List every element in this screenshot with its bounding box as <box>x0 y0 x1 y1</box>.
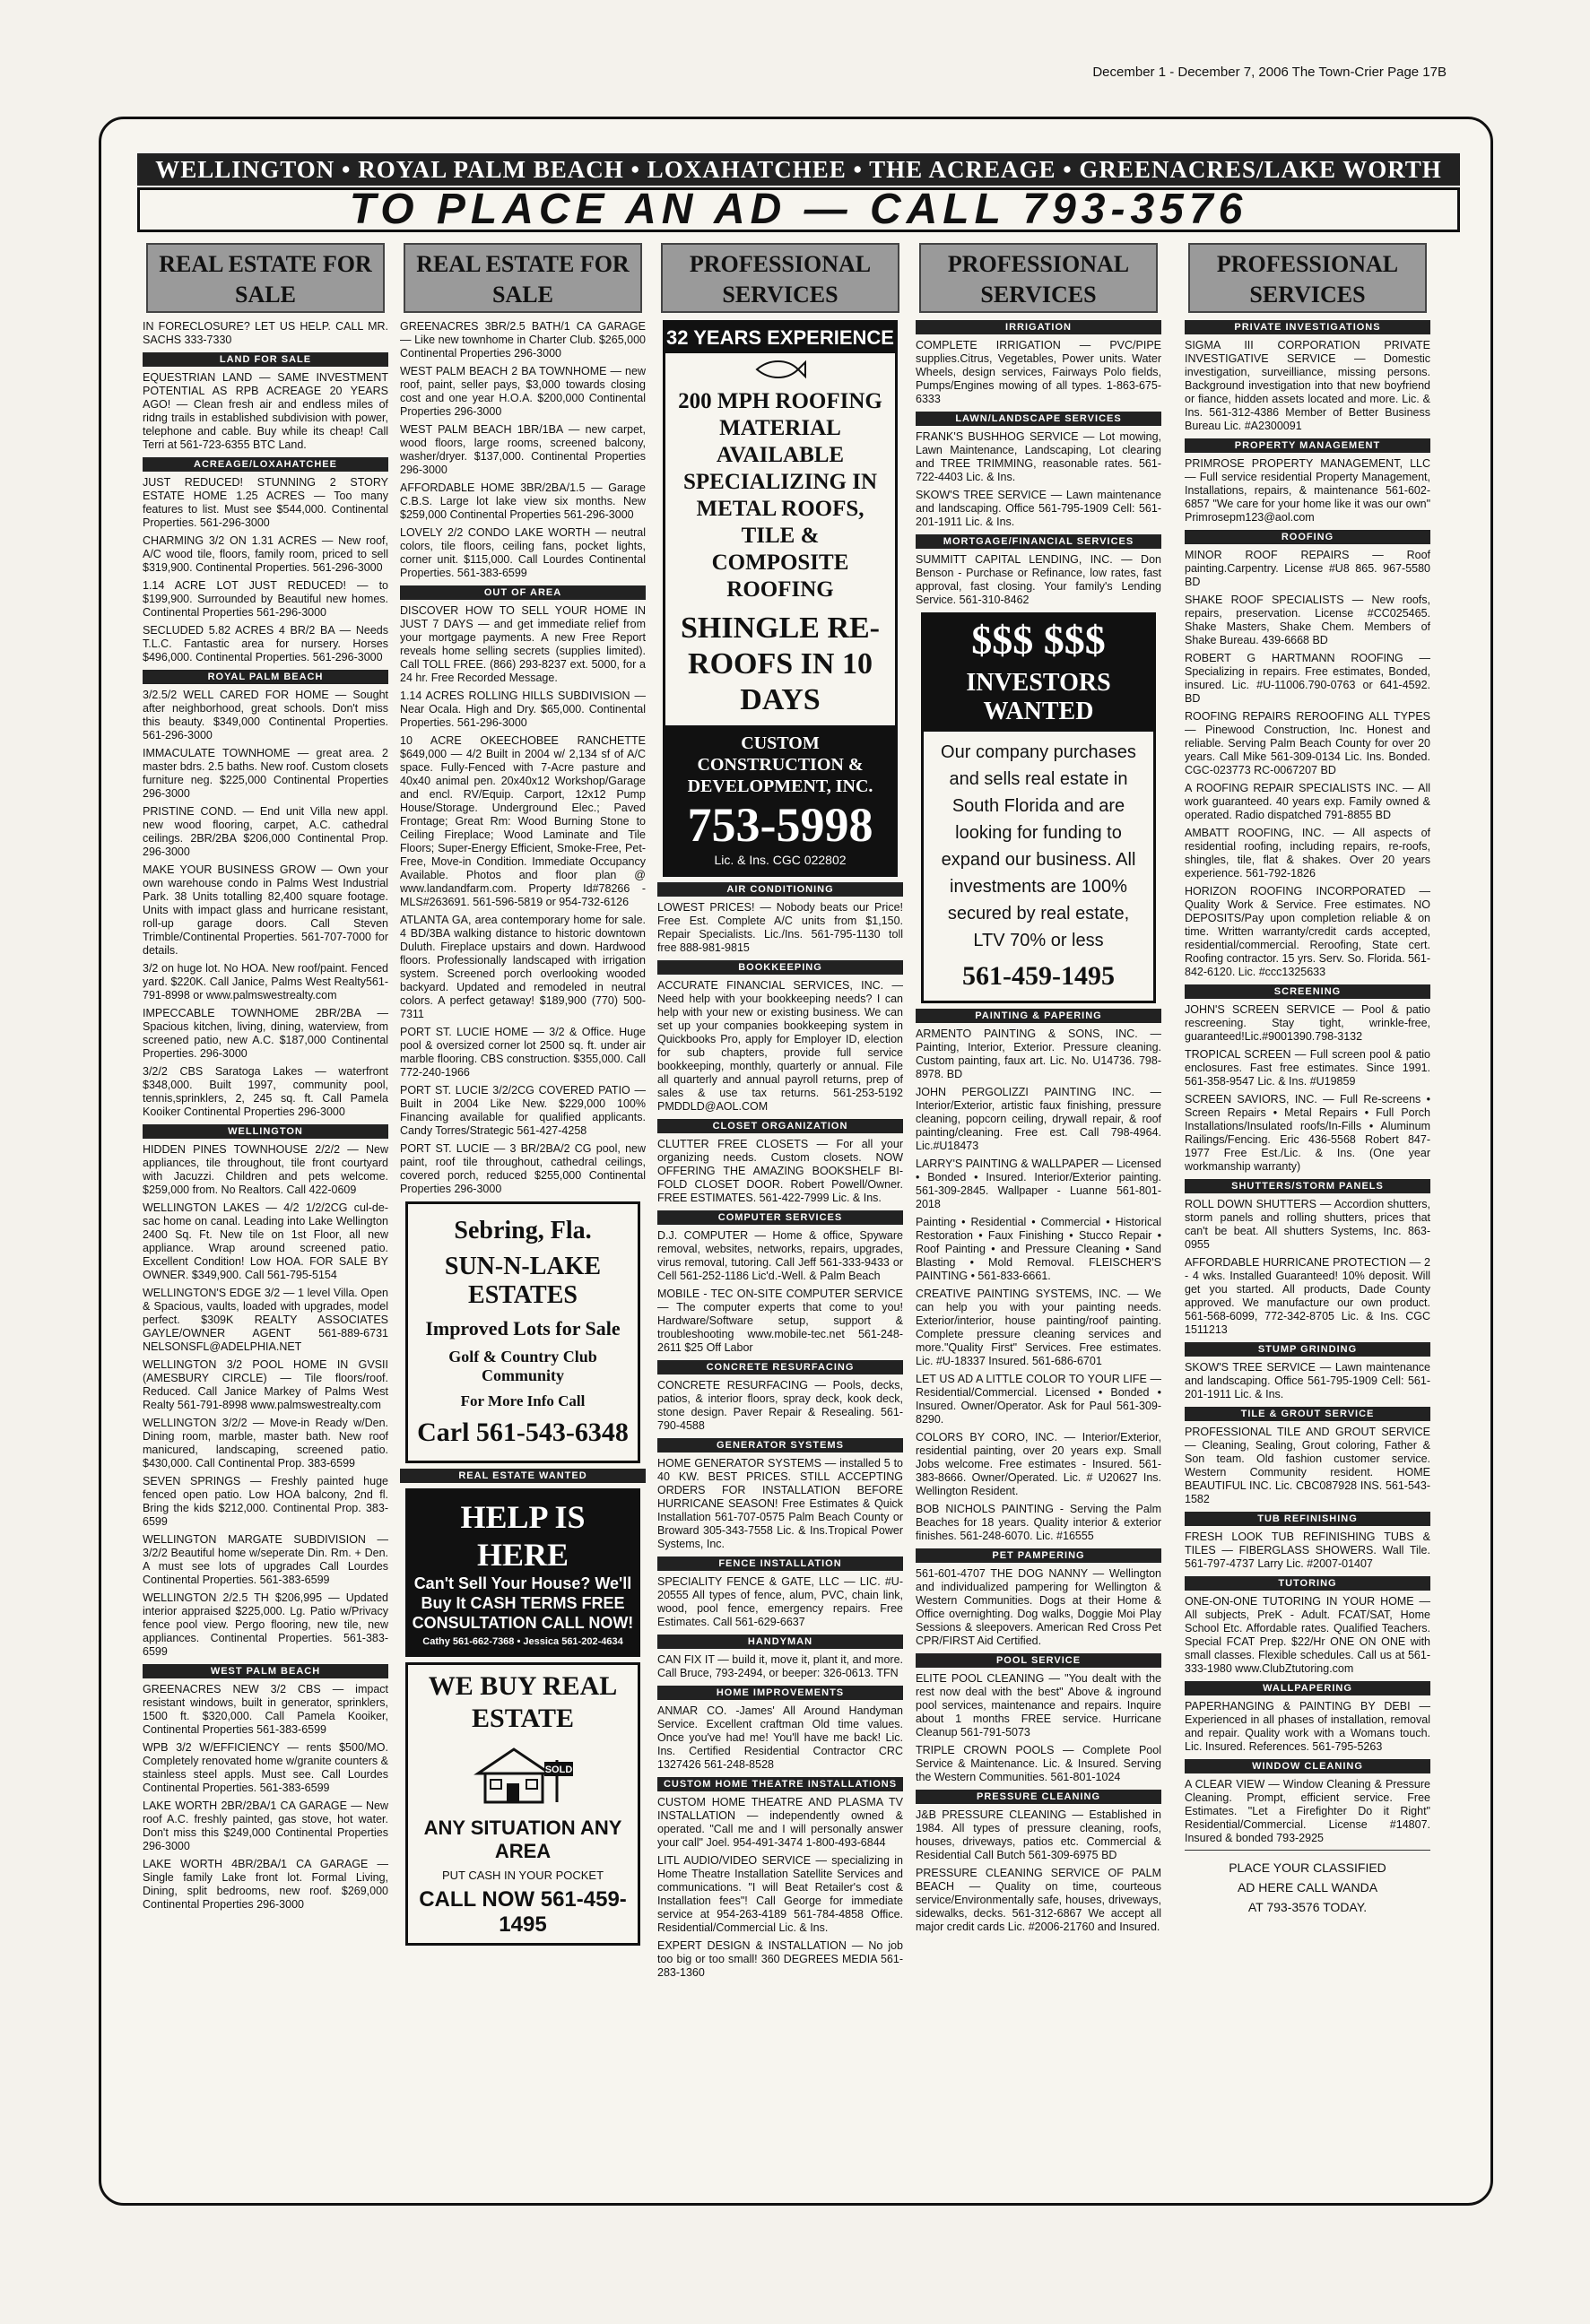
section-heading: OUT OF AREA <box>400 585 646 600</box>
classified-ad: WELLINGTON 2/2.5 TH $206,995 — Updated interior appraised $225,000. Lg. Patio w/Privacy fence pool view. Pergo flooring, new tile, new appliances. Continental Properties. 561-383-6599 <box>143 1591 388 1658</box>
classified-ad: MOBILE - TEC ON-SITE COMPUTER SERVICE — The computer experts that come to you! Hardware/Software setup, support & troubleshooting www.mobile-tec.net 561-248-2611 $25 Off Labor <box>657 1288 903 1354</box>
section-heading: REAL ESTATE WANTED <box>400 1469 646 1483</box>
section-heading: FENCE INSTALLATION <box>657 1557 903 1571</box>
sebring-lots-ad <box>405 1201 640 1463</box>
classified-ad: PRIMROSE PROPERTY MANAGEMENT, LLC — Full service residential Property Management, Installations, repairs, & maintenance 561-602-6857 "We care for your home like it was our own" Primrosepm123@aol.com <box>1185 457 1430 524</box>
classified-ad: 10 ACRE OKEECHOBEE RANCHETTE $649,000 — 4/2 Built in 2004 w/ 2,134 sf of A/C space. Fully-Fenced with 7-Acre pasture and 40x40 animal pen. 20x40x12 Workshop/Garage and encl. RV/Equip. Carport, 12x12 Pump House/Storage. Underground Elec.; Paved Frontage; Great Rm: Wood Burning Stone to Ceiling Fireplace; Wood Laminate and Tile Floors; Super-Energy Efficient, Smoke-Free, Pet-Free, Move-in Condition. Immediate Occupancy Available. Photos and floor plan @ www.landandfarm.com. Property Id#78266 - MLS#263691. 561-596-5819 or 954-732-6126 <box>400 734 646 908</box>
section-heading: AIR CONDITIONING <box>657 882 903 897</box>
classified-ad: 3/2 on huge lot. No HOA. New roof/paint. Fenced yard. $220K. Call Janice, Palms West Realty561-791-8998 or www.palmswestrealty.com <box>143 962 388 1002</box>
section-heading: PRIVATE INVESTIGATIONS <box>1185 320 1430 334</box>
section-heading: COMPUTER SERVICES <box>657 1210 903 1225</box>
section-heading: ROYAL PALM BEACH <box>143 670 388 684</box>
classified-ad: TROPICAL SCREEN — Full screen pool & patio enclosures. Fast free estimates. Since 1991. 561-358-9547 Lic. & Ins. #U19859 <box>1185 1048 1430 1088</box>
section-heading: IRRIGATION <box>916 320 1161 334</box>
classified-ad: DISCOVER HOW TO SELL YOUR HOME IN JUST 7 DAYS — and get immediate relief from your mortgage payments. A new Free Report reveals home selling secrets (supplies limited). Call TOLL FREE. (866) 293-8237 ext. 5000, for a 24 hr. Free Recorded Message. <box>400 604 646 684</box>
section-heading: GENERATOR SYSTEMS <box>657 1438 903 1452</box>
classified-ad: ROBERT G HARTMANN ROOFING — Specializing in repairs. Free estimates, Bonded, insured. Lic. #U-11006.790-0763 or 641-4592. BD <box>1185 652 1430 705</box>
classified-ad: FRANK'S BUSHHOG SERVICE — Lot mowing, Lawn Maintenance, Landscaping, Lot clearing and TREE TRIMMING, reasonable rates. 561-722-4403 Lic. & Ins. <box>916 430 1161 483</box>
classified-ad: IMMACULATE TOWNHOME — great area. 2 master bdrs. 2.5 baths. New roof. Custom closets furniture neg. $225,000 Continental Properties 296-3000 <box>143 747 388 800</box>
section-heading: WEST PALM BEACH <box>143 1664 388 1678</box>
classified-ad: PORT ST. LUCIE — 3 BR/2BA/2 CG pool, new paint, roof tile throughout, cathedral ceilings, covered porch, reduced $255,000 Continental Properties 296-3000 <box>400 1142 646 1195</box>
notice-line: AD HERE CALL WANDA <box>1237 1880 1378 1895</box>
section-heading: TILE & GROUT SERVICE <box>1185 1407 1430 1421</box>
classified-ad: WEST PALM BEACH 1BR/1BA — new carpet, wood floors, large rooms, screened balcony, washer/dryer. $137,000. Continental Properties 296-3000 <box>400 423 646 476</box>
column-heading: REAL ESTATE FOR SALE <box>146 243 385 313</box>
classified-ad: WELLINGTON'S EDGE 3/2 — 1 level Villa. Open & Spacious, vaults, loaded with upgrades, model perfect. $309K REALTY ASSOCIATES GAYLE/OWNER AGENT 561-889-6731 NELSONSFL@ADELPHIA.NET <box>143 1287 388 1353</box>
ad-headline: HELP IS HERE <box>460 1499 586 1573</box>
classified-ad: PORT ST. LUCIE HOME — 3/2 & Office. Huge pool & oversized corner lot 2500 sq. ft. under air marble flooring. CBS construction. $355,000. Call 772-240-1966 <box>400 1026 646 1079</box>
place-ad-banner: TO PLACE AN AD — CALL 793-3576 <box>137 187 1460 232</box>
classified-ad: SKOW'S TREE SERVICE — Lawn maintenance and landscaping. Office 561-795-1909 Cell: 561-201-1911 Lic. & Ins. <box>1185 1361 1430 1400</box>
classified-ad: 3/2.5/2 WELL CARED FOR HOME — Sought after neighborhood, great schools. Don't miss this beauty. $349,000 Continental Properties. 561-296-3000 <box>143 689 388 741</box>
section-heading: HANDYMAN <box>657 1635 903 1649</box>
column-heading: PROFESSIONAL SERVICES <box>1188 243 1427 313</box>
classified-ad: CONCRETE RESURFACING — Pools, decks, patios, & interior floors, spray deck, kook deck, stone design. Paver Repair & Resealing. 561-790-4588 <box>657 1379 903 1432</box>
section-heading: LAWN/LANDSCAPE SERVICES <box>916 412 1161 426</box>
classified-ad: 1.14 ACRES ROLLING HILLS SUBDIVISION — Near Ocala. High and Dry. $65,000. Continental Properties. 561-296-3000 <box>400 689 646 729</box>
classified-ad: LOVELY 2/2 CONDO LAKE WORTH — neutral colors, tile floors, ceiling fans, pocket lights, corner unit. $115,000. Call Lourdes Continental Properties. 561-383-6599 <box>400 526 646 579</box>
classified-ad: ROOFING REPAIRS REROOFING ALL TYPES — Pinewood Construction, Inc. Honest and reliable. Serving Palm Beach County for over 20 years. Call Mike 561-309-0134 Lic. Ins. Bonded. CGC-023773 RC-0067207 BD <box>1185 710 1430 776</box>
classified-ad: ELITE POOL CLEANING — "You dealt with the rest now deal with the best" Above & inground pool services, maintenance and repairs. Inquire about 1 months FREE service. Hurricane Cleanup 561-791-5073 <box>916 1672 1161 1739</box>
classified-ad: GREENACRES 3BR/2.5 BATH/1 CA GARAGE — Like new townhome in Charter Club. $265,000 Continental Properties 296-3000 <box>400 320 646 360</box>
column-heading: PROFESSIONAL SERVICES <box>919 243 1158 313</box>
section-heading: WINDOW CLEANING <box>1185 1759 1430 1773</box>
classified-ad: SPECIALITY FENCE & GATE, LLC — LIC. #U-20555 All types of fence, alum, PVC, chain link, wood, pool fence, emergency repairs. Free Estimates. Call 561-629-6637 <box>657 1575 903 1628</box>
help-is-here-ad <box>405 1488 640 1657</box>
section-heading: STUMP GRINDING <box>1185 1342 1430 1357</box>
classified-ad: ANMAR CO. -James' All Around Handyman Service. Excellent craftman Old time values. Once you've had me! You'll have me back! Lic. Ins. Certified Residential Contractor CRC 1327426 561-248-8528 <box>657 1704 903 1771</box>
classified-ad: CAN FIX IT — build it, move it, plant it, and more. Call Bruce, 793-2494, or beeper: 326-0613. TFN <box>657 1653 903 1679</box>
classified-ad: A CLEAR VIEW — Window Cleaning & Pressure Cleaning. Prompt, efficient service. Free Estimates. "Let a Firefighter Do it Right" Residential/Commercial. License #14807. Insured & bonded 793-2925 <box>1185 1778 1430 1844</box>
section-heading: HOME IMPROVEMENTS <box>657 1686 903 1700</box>
ad-line: Sebring, Fla. <box>454 1217 592 1244</box>
classified-ad: ROLL DOWN SHUTTERS — Accordion shutters, storm panels and rolling shutters, prices that can't be beat. All shutters Systems, Inc. 863-0955 <box>1185 1198 1430 1251</box>
section-heading: SHUTTERS/STORM PANELS <box>1185 1179 1430 1193</box>
classified-ad: BOB NICHOLS PAINTING - Serving the Palm Beaches for 18 years. Quality interior & exterior finishes. 561-248-6070. Lic. #16555 <box>916 1503 1161 1542</box>
classified-ad: PAPERHANGING & PAINTING BY DEBI — Experienced in all phases of installation, removal and repair. Quality work with a Womans touch. Lic. Insured. References. 561-795-5263 <box>1185 1700 1430 1753</box>
classified-ad: AFFORDABLE HURRICANE PROTECTION — 2 - 4 wks. Installed Guaranteed! 10% deposit. Will get you started. All products, Dade County approved. We manufacture our own product. 561-568-6099, 772-342-8705 Lic. & Ins. CGC 1511213 <box>1185 1256 1430 1336</box>
classified-ad: CLUTTER FREE CLOSETS — For all your organizing needs. Custom closets. NOW OFFERING THE AMAZING BOOKSHELF BI-FOLD CLOSET DOOR. Robert Powell/Owner. FREE ESTIMATES. 561-422-7999 Lic. & Ins. <box>657 1138 903 1204</box>
ad-headline: 32 YEARS EXPERIENCE <box>665 323 895 353</box>
classified-ad: ARMENTO PAINTING & SONS, INC. — Painting, Interior, Exterior. Pressure cleaning. Custom painting, faux art. Lic. No. U14736. 798-8978. BD <box>916 1028 1161 1080</box>
classified-ad: IN FORECLOSURE? LET US HELP. CALL MR. SACHS 333-7330 <box>143 320 388 346</box>
classified-ad: SEVEN SPRINGS — Freshly painted huge fenced open patio. Low HOA balcony, 2nd fl. Bring the kids $212,000. Continental Prop. 383-6599 <box>143 1475 388 1528</box>
section-heading: BOOKKEEPING <box>657 960 903 975</box>
classified-ad: PORT ST. LUCIE 3/2/2CG COVERED PATIO — Built in 2004 Like New. $229,000 100% Financing available for qualified applicants. Candy Torres/Strategic 561-427-4258 <box>400 1084 646 1137</box>
classified-ad: SUMMITT CAPITAL LENDING, INC. — Don Benson - Purchase or Refinance, low rates, fast approval, fast closing. Your family's Lending Service. 561-310-8462 <box>916 553 1161 606</box>
classified-ad: JOHN'S SCREEN SERVICE — Pool & patio rescreening. Stay tight, wrinkle-free, guaranteed!Lic.#9001390.798-3132 <box>1185 1003 1430 1043</box>
classified-ad: LARRY'S PAINTING & WALLPAPER — Licensed • Bonded • Insured. Interior/Exterior painting. 561-309-2845. Wallpaper - Luanne 561-801-2018 <box>916 1158 1161 1210</box>
classified-ad: 1.14 ACRE LOT JUST REDUCED! — to $199,900. Surrounded by Beautiful new homes. Continental Properties 561-296-3000 <box>143 579 388 619</box>
classified-ad: WPB 3/2 W/EFFICIENCY — rents $500/MO. Completely renovated home w/granite counters & stainless steel appls. Must see. Call Lourdes Continental Properties. 561-383-6599 <box>143 1741 388 1794</box>
ad-line: For More Info Call <box>460 1392 586 1409</box>
classified-ad: A ROOFING REPAIR SPECIALISTS INC. — All work guaranteed. 40 years exp. Family owned & operated. Radio dispatched 791-8855 BD <box>1185 782 1430 821</box>
place-classified-notice <box>1185 1858 1430 1917</box>
section-heading: SCREENING <box>1185 984 1430 999</box>
section-heading: ACREAGE/LOXAHATCHEE <box>143 457 388 472</box>
classified-ad: EQUESTRIAN LAND — SAME INVESTMENT POTENTIAL AS RPB ACREAGE 20 YEARS AGO! — Clean fresh air and endless miles of ridng trails in established subdivision with power, telephone and cable. Buy while its cheap! Call Terri at 561-723-6355 BTC Land. <box>143 371 388 451</box>
classified-ad: LOWEST PRICES! — Nobody beats our Price! Free Est. Complete A/C units from $1,150. Repair Specialists. Lic./Ins. 561-795-1130 toll free 888-981-9815 <box>657 901 903 954</box>
ad-phone: 561-459-1495 <box>962 961 1115 991</box>
divider <box>1185 1850 1430 1851</box>
classified-ad: PRISTINE COND. — End unit Villa new appl. new wood flooring, carpet, A.C. cathedral ceilings. 2BR/2BA $206,000 Continental Prop. 296-3000 <box>143 805 388 858</box>
classified-ad: SIGMA III CORPORATION PRIVATE INVESTIGATIVE SERVICE — Domestic investigation, surveilliance, missing persons. Background investigation into that new boyfriend or fiance, hidden assets located and more. Lic. & Ins. 561-312-4386 Member of Better Business Bureau Lic. #A2300091 <box>1185 339 1430 432</box>
column-services-2 <box>908 243 1169 2166</box>
section-heading: TUB REFINISHING <box>1185 1512 1430 1526</box>
ad-contact-block <box>665 725 895 874</box>
section-heading: PET PAMPERING <box>916 1548 1161 1563</box>
classified-ad: ACCURATE FINANCIAL SERVICES, INC. — Need help with your bookkeeping needs? I can help with your new or existing business. We can set up your companies bookkeeping system in Quickbooks Pro, apply for Employer ID, election for sub chapters, provide full service bookkeeping, monthly, quarterly or annual. File all quarterly and annual payroll returns, prep of sales & use tax returns. 561-253-5192 PMDDLD@AOL.COM <box>657 979 903 1113</box>
company-name: CUSTOM CONSTRUCTION & DEVELOPMENT, INC. <box>687 733 873 796</box>
section-heading: TUTORING <box>1185 1576 1430 1591</box>
classified-ad: ONE-ON-ONE TUTORING IN YOUR HOME — All subjects, PreK - Adult. FCAT/SAT, Home School Etc. Affordable rates. Qualified Teachers. Special FCAT Prep. $22/Hr ONE ON ONE with small classes. Flexible schedules. Call us at 561-333-1980 www.ClubZtutoring.com <box>1185 1595 1430 1675</box>
roofing-display-ad <box>663 320 898 877</box>
ad-headline: INVESTORS WANTED <box>924 665 1153 732</box>
ad-phone: CALL NOW 561-459-1495 <box>419 1887 627 1937</box>
classified-ad: MINOR ROOF REPAIRS — Roof painting.Carpentry. License #U8 865. 967-5580 BD <box>1185 549 1430 588</box>
ad-line: Improved Lots for Sale <box>425 1317 621 1340</box>
classified-ad: SECLUDED 5.82 ACRES 4 BR/2 BA — Needs T.L.C. Fantastic area for nursery. Horses $496,000. Continental Properties. 561-296-3000 <box>143 624 388 663</box>
classified-ad: EXPERT DESIGN & INSTALLATION — No job too big or too small! 360 DEGREES MEDIA 561-283-1360 <box>657 1939 903 1979</box>
column-heading: PROFESSIONAL SERVICES <box>661 243 899 313</box>
classified-ad: 561-601-4707 THE DOG NANNY — Wellington and individualized pampering for Wellington & Western Communities. Dogs at their Home & Office overnighting. Dog walks, Doggie Moi Play Sessions & sleepovers. American Red Cross Pet CPR/FIRST Aid Certified. <box>916 1567 1161 1647</box>
classified-ad: IMPECCABLE TOWNHOME 2BR/2BA — Spacious kitchen, living, dining, waterview, from screened patio, new A.C. $187,000 Continental Properties. 296-3000 <box>143 1007 388 1060</box>
notice-line: PLACE YOUR CLASSIFIED <box>1229 1860 1386 1875</box>
classified-ad: D.J. COMPUTER — Home & office, Spyware removal, websites, networks, repairs, upgrades, virus removal, tutoring. Call Jeff 561-333-9433 or Cell 561-252-1186 Lic'd.-Well. & Palm Beach <box>657 1229 903 1282</box>
classified-ad: JUST REDUCED! STUNNING 2 STORY ESTATE HOME 1.25 ACRES — Too many features to list. Must see $544,000. Continental Properties. 561-296-3000 <box>143 476 388 529</box>
classified-ad: CREATIVE PAINTING SYSTEMS, INC. — We can help you with your painting needs. Exterior/interior, house painting/roof painting. Complete pressure cleaning services and more."Quality First" Services. Free estimates. Lic. #U-18337 Insured. 561-686-6701 <box>916 1288 1161 1367</box>
classified-ad: TRIPLE CROWN POOLS — Complete Pool Service & Maintenance. Lic. & Insured. Serving the Western Communities. 561-801-1024 <box>916 1744 1161 1783</box>
we-buy-real-estate-ad <box>405 1662 640 1946</box>
section-heading: CONCRETE RESURFACING <box>657 1360 903 1374</box>
ad-line: Golf & Country Club Community <box>448 1348 597 1384</box>
ad-subhead: ANY SITUATION ANY AREA <box>423 1817 622 1862</box>
license-number: Lic. & Ins. CGC 022802 <box>714 853 847 867</box>
classified-ad: CHARMING 3/2 ON 1.31 ACRES — New roof, A/C wood tile, floors, family room, priced to sell $319,900. Continental Properties. 561-296-3000 <box>143 534 388 574</box>
section-heading: PAINTING & PAPERING <box>916 1009 1161 1023</box>
section-heading: LAND FOR SALE <box>143 352 388 367</box>
classified-ad: WELLINGTON 3/2 POOL HOME IN GVSII (AMESBURY CIRCLE) — Tile floors/roof. Reduced. Call Janice Markey of Palms West Realty 561-791-8998 www.palmswestrealty.com <box>143 1358 388 1411</box>
classified-ad: JOHN PERGOLIZZI PAINTING INC. — Interior/Exterior, artistic faux finishing, pressure cleaning, popcorn ceiling, drywall repair, & roof painting/cleaning. Free est. Call 798-4964. Lic.#U18473 <box>916 1086 1161 1152</box>
classified-ad: HOME GENERATOR SYSTEMS — installed 5 to 40 KW. BEST PRICES. STILL ACCEPTING ORDERS FOR INSTALLATION BEFORE HURRICANE SEASON! Free Estimates & Quick Installation 561-707-0575 Palm Beach County or Broward 305-343-7558 Lic. & Ins.Tropical Power Systems, Inc. <box>657 1457 903 1550</box>
column-real-estate-2 <box>393 243 653 2166</box>
classified-ad: LAKE WORTH 2BR/2BA/1 CA GARAGE — New roof A.C. freshly painted, gas stove, hot water. Don't miss this $249,000 Continental Properties 296-3000 <box>143 1799 388 1852</box>
classified-ad: LITL AUDIO/VIDEO SERVICE — specializing in Home Theatre Installation Satellite Services and communications. "I will Beat Retailer's cost & Installation fees"! Call George for immediate service at 954-263-4189 561-784-4858 Office. Residential/Commercial Lic. & Ins. <box>657 1854 903 1934</box>
section-heading: CLOSET ORGANIZATION <box>657 1119 903 1133</box>
section-heading: PRESSURE CLEANING <box>916 1790 1161 1804</box>
section-heading: WELLINGTON <box>143 1124 388 1139</box>
classified-ad: Painting • Residential • Commercial • Historical Restoration • Faux Finishing • Stucco Repair • Roof Painting • and Pressure Cleaning • Sand Blasting • Mold Removal. FLEISCHER'S PAINTING • 561-833-6661. <box>916 1216 1161 1282</box>
section-heading: MORTGAGE/FINANCIAL SERVICES <box>916 534 1161 549</box>
column-heading: REAL ESTATE FOR SALE <box>404 243 642 313</box>
classified-ad: SKOW'S TREE SERVICE — Lawn maintenance and landscaping. Office 561-795-1909 Cell: 561-201-1911 Lic. & Ins. <box>916 489 1161 528</box>
classified-ad: ATLANTA GA, area contemporary home for sale. 4 BD/3BA walking distance to historic downtown Duluth. Fireplace upstairs and down. Hardwood floors. Professionally landscaped with irrigation system. Screened porch overlooking wooded backyard. Updated and remodeled in neutral colors. A perfect getaway! $189,900 (770) 500-7311 <box>400 914 646 1020</box>
notice-line: AT 793-3576 TODAY. <box>1247 1900 1368 1914</box>
classified-ad: AFFORDABLE HOME 3BR/2BA/1.5 — Garage C.B.S. Large lot lake view six months. New $259,000 Continental Properties 561-296-3000 <box>400 481 646 521</box>
section-heading: POOL SERVICE <box>916 1653 1161 1668</box>
investors-wanted-ad <box>921 612 1156 1003</box>
fish-icon <box>753 359 807 380</box>
classified-ad: PRESSURE CLEANING SERVICE OF PALM BEACH — Quality on time, courteous service/Environmentally safe, houses, driveways, sidewalks, decks. 561-312-6867 We accept all major credit cards Lic. #2006-21760 and Insured. <box>916 1867 1161 1933</box>
ad-phone: 753-5998 <box>687 798 873 852</box>
ad-body: Our company purchases and sells real estate in South Florida and are looking for funding to expand our business. All investments are 100% secured by real estate, LTV 70% or less <box>941 742 1136 950</box>
sold-sign-text: SOLD <box>544 1765 573 1775</box>
classified-ad: COMPLETE IRRIGATION — PVC/PIPE supplies.Citrus, Vegetables, Power units. Water Wheels, design services, Fairways Polo fields, Pumps/Engines mowing of all types. 1-863-675-6333 <box>916 339 1161 405</box>
classified-ad: 3/2/2 CBS Saratoga Lakes — waterfront $348,000. Built 1997, community pool, tennis,sprinklers, 2, 245 sq. ft. Call Pamela Kooiker Continental Properties 296-3000 <box>143 1065 388 1118</box>
classified-ad: WELLINGTON LAKES — 4/2 1/2/2CG cul-de-sac home on canal. Leading into Lake Wellington 2400 Sq. Ft. New tile on 1st Floor, all new appliance. Wrap around screened patio. Excellent Condition! Low HOA. FOR SALE BY OWNER. $349,900. Call 561-795-5154 <box>143 1201 388 1281</box>
house-sold-icon <box>469 1742 577 1805</box>
ad-line: SUN-N-LAKE ESTATES <box>444 1253 602 1309</box>
section-heading: CUSTOM HOME THEATRE INSTALLATIONS <box>657 1777 903 1791</box>
classified-ad: MAKE YOUR BUSINESS GROW — Own your own warehouse condo in Palms West Industrial Park. 38 Units totalling 82,400 square footage. Units with impact glass and hurricane resistant, roll-up garage doors. Call Steven Trimble/Continental Properties. 561-707-7000 for details. <box>143 863 388 957</box>
ad-phone: Cathy 561-662-7368 • Jessica 561-202-4634 <box>422 1636 623 1647</box>
towns-banner: WELLINGTON • ROYAL PALM BEACH • LOXAHATCHEE • THE ACREAGE • GREENACRES/LAKE WORTH <box>137 153 1460 186</box>
ad-phone: Carl 561-543-6348 <box>417 1418 629 1447</box>
classified-ad: SCREEN SAVIORS, INC. — Full Re-screens • Screen Repairs • Metal Repairs • Full Porch Installations/Insulated roofs/In-Fills • Aluminum Railings/Fencing. Eric 436-5568 Robert 847-1977 Free Est./Lic. & Ins. (One year workmanship warranty) <box>1185 1093 1430 1173</box>
classified-ad: CUSTOM HOME THEATRE AND PLASMA TV INSTALLATION — independently owned & operated. "Call me and I will personally answer your call" Joel. 954-491-3474 1-800-493-6844 <box>657 1796 903 1849</box>
column-services-1 <box>650 243 910 2166</box>
section-heading: ROOFING <box>1185 530 1430 544</box>
classified-ad: HIDDEN PINES TOWNHOUSE 2/2/2 — New appliances, tile throughout, tile front courtyard with Jacuzzi. Children and pets welcome. $259,000 from. No Realtors. Call 422-0609 <box>143 1143 388 1196</box>
classified-ad: HORIZON ROOFING INCORPORATED — Quality Work & Service. Free estimates. NO DEPOSITS/Pay upon completion reliable & on time. Written warranty/credit cards accepted, residential/commercial. Reroofing, State cert. Roofing contractor. 15 yrs. Serv. So. Florida. 561-842-6120. Lic. #ccc1325633 <box>1185 885 1430 978</box>
ad-body: Can't Sell Your House? We'll Buy It CASH TERMS FREE CONSULTATION CALL NOW! <box>412 1574 634 1632</box>
column-services-3 <box>1177 243 1438 2166</box>
column-real-estate-1 <box>135 243 395 2166</box>
dollar-signs: $$$ $$$ <box>924 615 1153 665</box>
ad-headline: WE BUY REAL ESTATE <box>428 1671 618 1733</box>
section-heading: WALLPAPERING <box>1185 1681 1430 1695</box>
section-heading: PROPERTY MANAGEMENT <box>1185 438 1430 453</box>
classified-ad: GREENACRES NEW 3/2 CBS — impact resistant windows, built in generator, sprinklers, 1500 ft. $320,000. Call Pamela Kooiker, Continental Properties 561-383-6599 <box>143 1683 388 1736</box>
classifieds-frame <box>99 117 1493 2206</box>
classified-ad: FRESH LOOK TUB REFINISHING TUBS & TILES — FIBERGLASS SHOWERS. Wall Tile. 561-797-4737 Larry Lic. #2007-01407 <box>1185 1531 1430 1570</box>
classified-ad: WELLINGTON MARGATE SUBDIVISION — 3/2/2 Beautiful home w/seperate Din. Rm. + Den. A must see lots of upgrades Call Lourdes Continental Properties. 561-383-6599 <box>143 1533 388 1586</box>
classified-ad: SHAKE ROOF SPECIALISTS — New roofs, repairs, preservation. License #CC025465. Shake Masters, Shake Chem. Members of Shake Bureau. 439-6668 BD <box>1185 594 1430 646</box>
page-folio: December 1 - December 7, 2006 The Town-Crier Page 17B <box>1092 65 1447 80</box>
classified-ad: COLORS BY CORO, INC. — Interior/Exterior, residential painting, over 20 years exp. Small Jobs welcome. Free estimates - Insured. 561-383-8666. Owner/Operated. Lic. # U20627 Ins. Wellington Resident. <box>916 1431 1161 1497</box>
classified-ad: J&B PRESSURE CLEANING — Established in 1984. All types of pressure cleaning, roofs, houses, driveways, patios etc. Commercial & Residential Call Butch 561-309-6975 BD <box>916 1808 1161 1861</box>
classified-ad: AMBATT ROOFING, INC. — All aspects of residential roofing, including repairs, re-roofs, shingles, tile, flat & shakes. Over 20 years experience. 561-792-1826 <box>1185 827 1430 880</box>
ad-tagline: PUT CASH IN YOUR POCKET <box>441 1869 604 1882</box>
ad-subhead: SHINGLE RE-ROOFS IN 10 DAYS <box>681 611 880 716</box>
classified-ad: WELLINGTON 3/2/2 — Move-in Ready w/Den. Dining room, marble, master bath. New roof manicured, landscaping, screened patio. $430,000. Call Continental Prop. 383-6599 <box>143 1417 388 1470</box>
classified-ad: PROFESSIONAL TILE AND GROUT SERVICE — Cleaning, Sealing, Grout coloring, Father & Son team. Old fashion customer service. Western Community resident. HOME BEAUTIFUL INC. Lic. CBC087928 INS. 561-543-1582 <box>1185 1426 1430 1505</box>
classified-ad: WEST PALM BEACH 2 BA TOWNHOME — new roof, paint, seller pays, $3,000 towards closing cost and one year H.O.A. $200,000 Continental Properties 296-3000 <box>400 365 646 418</box>
classified-ad: LET US AD A LITTLE COLOR TO YOUR LIFE — Residential/Commercial. Licensed • Bonded • Insured. Owner/Operator. Ask for Paul 561-309-8290. <box>916 1373 1161 1426</box>
classified-ad: LAKE WORTH 4BR/2BA/1 CA GARAGE — Single family Lake front lot. Formal Living, Dining, split bedrooms, new roof. $269,000 Continental Properties 296-3000 <box>143 1858 388 1911</box>
ad-body: 200 MPH ROOFING MATERIAL AVAILABLE SPECIALIZING IN METAL ROOFS, TILE & COMPOSITE ROOFING <box>678 389 882 602</box>
